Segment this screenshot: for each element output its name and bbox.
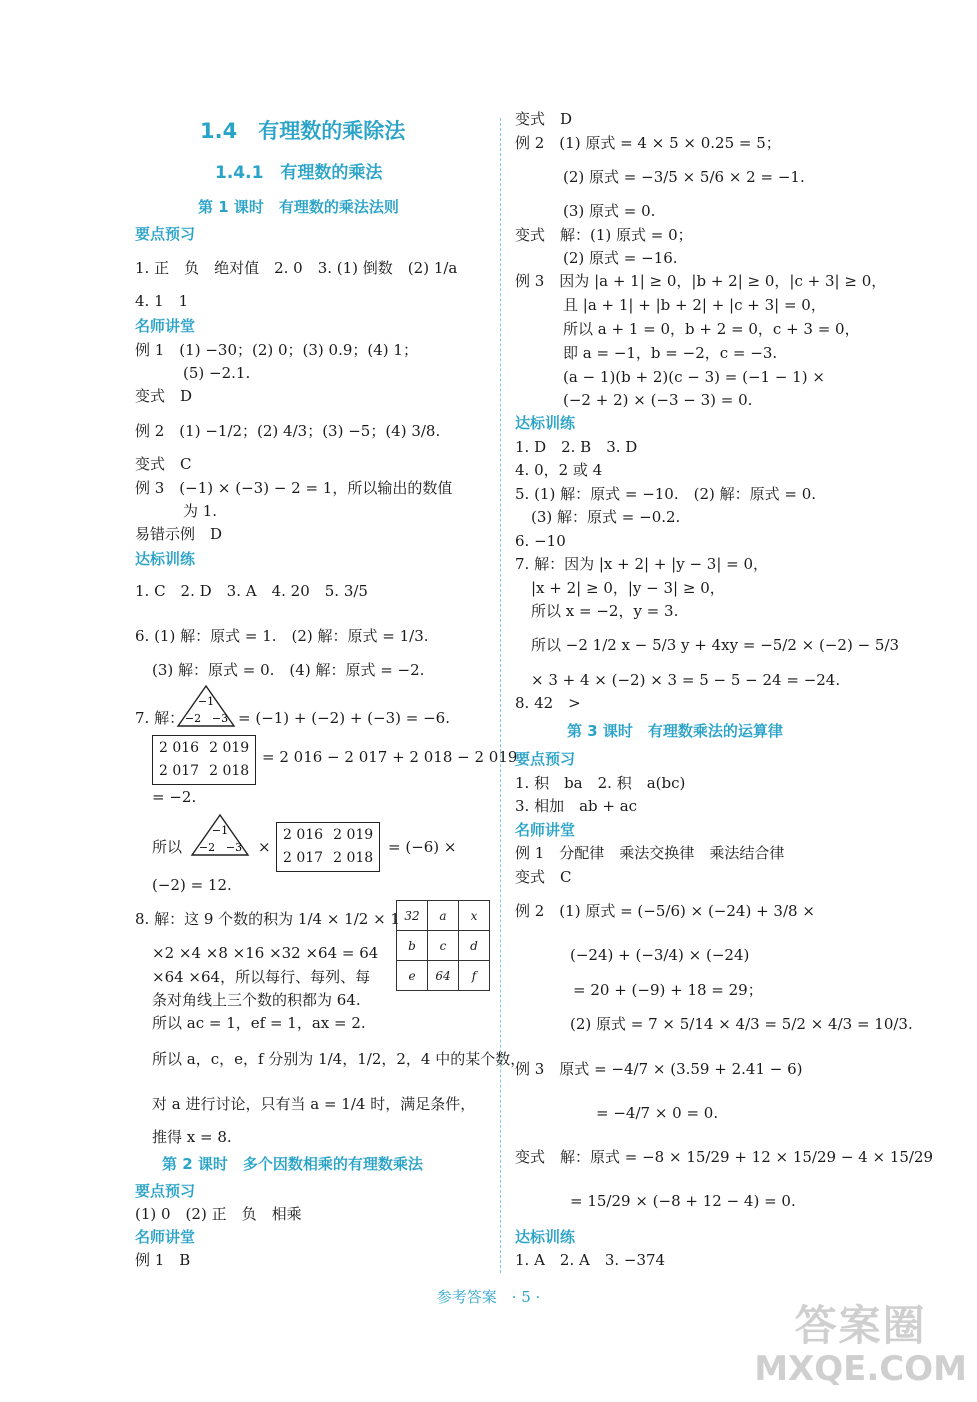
- answer-line: 1. 积 ba 2. 积 a(bc): [515, 774, 686, 792]
- grid-cell: 32: [397, 901, 428, 931]
- heading-lecture-1: 名师讲堂: [135, 317, 196, 335]
- answer-line: 例 2 (1) 原式 = 4 × 5 × 0.25 = 5；: [515, 134, 781, 152]
- answer-line: = −2.: [152, 788, 197, 806]
- grid-cell: c: [428, 931, 459, 961]
- answer-line: 所以 −2 1/2 x − 5/3 y + 4xy = −5/2 × (−2) − 5/3: [531, 636, 900, 654]
- grid-cell: e: [397, 961, 428, 991]
- column-divider: [500, 118, 501, 1273]
- lesson-1-title: 第 1 课时 有理数的乘法法则: [198, 198, 399, 216]
- answer-line: = (−1) + (−2) + (−3) = −6.: [238, 709, 450, 727]
- answer-line: 例 2 (1) 原式 = (−5/6) × (−24) + 3/8 ×: [515, 902, 815, 920]
- box-cell: 2 018: [333, 850, 374, 866]
- heading-training-3: 达标训练: [515, 1228, 576, 1246]
- heading-lecture-2: 名师讲堂: [135, 1228, 196, 1246]
- grid-cell: a: [428, 901, 459, 931]
- answer-line: 例 3 (−1) × (−3) − 2 = 1，所以输出的数值: [135, 479, 453, 497]
- answer-line: 1. A 2. A 3. −374: [515, 1251, 666, 1269]
- heading-preview-3: 要点预习: [515, 750, 576, 768]
- triangle-bottom-left: −2: [184, 712, 202, 725]
- answer-line: (2) 原式 = −3/5 × 5/6 × 2 = −1.: [563, 168, 805, 186]
- section-title: 1.4 有理数的乘除法: [200, 119, 406, 143]
- answer-line: 1. 正 负 绝对值 2. 0 3. (1) 倒数 (2) 1/a: [135, 259, 458, 277]
- magic-square: [396, 900, 490, 991]
- number-box: [276, 822, 380, 872]
- number-triangle: [190, 813, 250, 857]
- box-cell: 2 016: [159, 740, 200, 756]
- box-cell: 2 018: [209, 763, 250, 779]
- grid-cell: d: [459, 931, 490, 961]
- page-footer: 参考答案 · 5 ·: [436, 1288, 541, 1306]
- answer-line: (2) 原式 = −16.: [563, 249, 678, 267]
- grid-cell: x: [459, 901, 490, 931]
- answer-line: × 3 + 4 × (−2) × 3 = 5 − 5 − 24 = −24.: [531, 671, 841, 689]
- answer-line: 例 2 (1) −1/2；(2) 4/3；(3) −5；(4) 3/8.: [135, 422, 441, 440]
- lesson-2-title: 第 2 课时 多个因数相乘的有理数乘法: [162, 1155, 423, 1173]
- answer-line: 且 |a + 1| + |b + 2| + |c + 3| = 0，: [563, 296, 826, 314]
- answer-line: 所以 ac = 1，ef = 1，ax = 2.: [152, 1014, 366, 1032]
- box-cell: 2 017: [283, 850, 324, 866]
- answer-line: 4. 1 1: [135, 292, 189, 310]
- answer-line: 推得 x = 8.: [152, 1128, 232, 1146]
- lesson-3-title: 第 3 课时 有理数乘法的运算律: [567, 722, 783, 740]
- answer-line: (−2) = 12.: [152, 876, 232, 894]
- triangle-bottom-right: −3: [211, 712, 229, 725]
- answer-line: = 20 + (−9) + 18 = 29；: [573, 981, 763, 999]
- heading-preview-1: 要点预习: [135, 225, 196, 243]
- answer-line: (2) 原式 = 7 × 5/14 × 4/3 = 5/2 × 4/3 = 10/3.: [570, 1015, 913, 1033]
- grid-cell: b: [397, 931, 428, 961]
- answer-line: 7. 解：因为 |x + 2| + |y − 3| = 0，: [515, 555, 769, 573]
- answer-line: (−2 + 2) × (−3 − 3) = 0.: [563, 391, 753, 409]
- answer-line: 变式 D: [135, 387, 193, 405]
- box-cell: 2 019: [333, 827, 374, 843]
- answer-line: 例 3 原式 = −4/7 × (3.59 + 2.41 − 6): [515, 1060, 803, 1078]
- subsection-title: 1.4.1 有理数的乘法: [215, 163, 383, 183]
- answer-line: 6. −10: [515, 532, 566, 550]
- answer-line: (3) 原式 = 0.: [563, 202, 656, 220]
- answer-line: 1. D 2. B 3. D: [515, 438, 638, 456]
- answer-line: 例 3 因为 |a + 1| ≥ 0，|b + 2| ≥ 0，|c + 3| ≥ 0，: [515, 272, 887, 290]
- answer-line: ×: [258, 838, 271, 856]
- answer-line: 4. 0，2 或 4: [515, 461, 603, 479]
- answer-line: 8. 解：这 9 个数的积为 1/4 × 1/2 × 1: [135, 910, 400, 928]
- answer-line: = −4/7 × 0 = 0.: [596, 1104, 719, 1122]
- answer-line: 6. (1) 解：原式 = 1. (2) 解：原式 = 1/3.: [135, 627, 429, 645]
- grid-cell: 64: [428, 961, 459, 991]
- triangle-top: −1: [211, 824, 229, 837]
- answer-line: 变式 解：(1) 原式 = 0；: [515, 226, 693, 244]
- answer-line: 例 1 分配律 乘法交换律 乘法结合律: [515, 844, 785, 862]
- answer-line: 对 a 进行讨论，只有当 a = 1/4 时，满足条件，: [152, 1095, 476, 1113]
- answer-line: (3) 解：原式 = 0. (4) 解：原式 = −2.: [152, 661, 425, 679]
- answer-line: 例 1 (1) −30；(2) 0；(3) 0.9；(4) 1；: [135, 341, 418, 359]
- answer-line: = 15/29 × (−8 + 12 − 4) = 0.: [570, 1192, 796, 1210]
- box-cell: 2 016: [283, 827, 324, 843]
- answer-line: 变式 C: [135, 455, 192, 473]
- watermark-line-1: 答案圈: [794, 1301, 927, 1350]
- answer-line: 即 a = −1，b = −2，c = −3.: [563, 344, 778, 362]
- answer-line: 为 1.: [183, 502, 218, 520]
- answer-line: 5. (1) 解：原式 = −10. (2) 解：原式 = 0.: [515, 485, 817, 503]
- answer-line: 3. 相加 ab + ac: [515, 797, 638, 815]
- answer-line: 7. 解：: [135, 709, 185, 727]
- answer-line: = (−6) ×: [388, 838, 457, 856]
- watermark-logo: [754, 1302, 967, 1388]
- grid-cell: f: [459, 961, 490, 991]
- heading-training-2: 达标训练: [515, 414, 576, 432]
- number-triangle: [176, 684, 236, 728]
- answer-line: 所以 x = −2，y = 3.: [531, 602, 679, 620]
- answer-line: (−24) + (−3/4) × (−24): [570, 946, 750, 964]
- heading-preview-2: 要点预习: [135, 1182, 196, 1200]
- answer-line: 例 1 B: [135, 1251, 191, 1269]
- answer-line: (3) 解：原式 = −0.2.: [531, 508, 681, 526]
- triangle-bottom-left: −2: [198, 841, 216, 854]
- answer-line: |x + 2| ≥ 0，|y − 3| ≥ 0，: [531, 579, 725, 597]
- answer-line: 所以 a + 1 = 0，b + 2 = 0，c + 3 = 0，: [563, 320, 860, 338]
- box-cell: 2 017: [159, 763, 200, 779]
- watermark-line-2: MXQE.COM: [754, 1349, 967, 1389]
- number-box: [152, 735, 256, 785]
- answer-line: (a − 1)(b + 2)(c − 3) = (−1 − 1) ×: [563, 368, 825, 386]
- answer-line: ×2 ×4 ×8 ×16 ×32 ×64 = 64: [152, 944, 379, 962]
- answer-line: 变式 解：原式 = −8 × 15/29 + 12 × 15/29 − 4 × 15/29: [515, 1148, 934, 1166]
- answer-line: (1) 0 (2) 正 负 相乘: [135, 1205, 302, 1223]
- triangle-top: −1: [197, 695, 215, 708]
- answer-line: 变式 D: [515, 110, 573, 128]
- heading-lecture-3: 名师讲堂: [515, 821, 576, 839]
- triangle-bottom-right: −3: [225, 841, 243, 854]
- answer-line: 条对角线上三个数的积都为 64.: [152, 991, 361, 1009]
- answer-line: = 2 016 − 2 017 + 2 018 − 2 019: [262, 748, 518, 766]
- answer-line: 易错示例 D: [135, 525, 223, 543]
- answer-line: 8. 42 >: [515, 694, 581, 712]
- answer-line: 1. C 2. D 3. A 4. 20 5. 3/5: [135, 582, 368, 600]
- heading-training-1: 达标训练: [135, 550, 196, 568]
- box-cell: 2 019: [209, 740, 250, 756]
- answer-line: ×64 ×64，所以每行、每列、每: [152, 968, 371, 986]
- answer-line: 所以 a，c，e，f 分别为 1/4，1/2，2，4 中的某个数，: [152, 1050, 526, 1068]
- answer-line: 变式 C: [515, 868, 572, 886]
- answer-line: 所以: [152, 838, 183, 856]
- answer-line: (5) −2.1.: [183, 364, 251, 382]
